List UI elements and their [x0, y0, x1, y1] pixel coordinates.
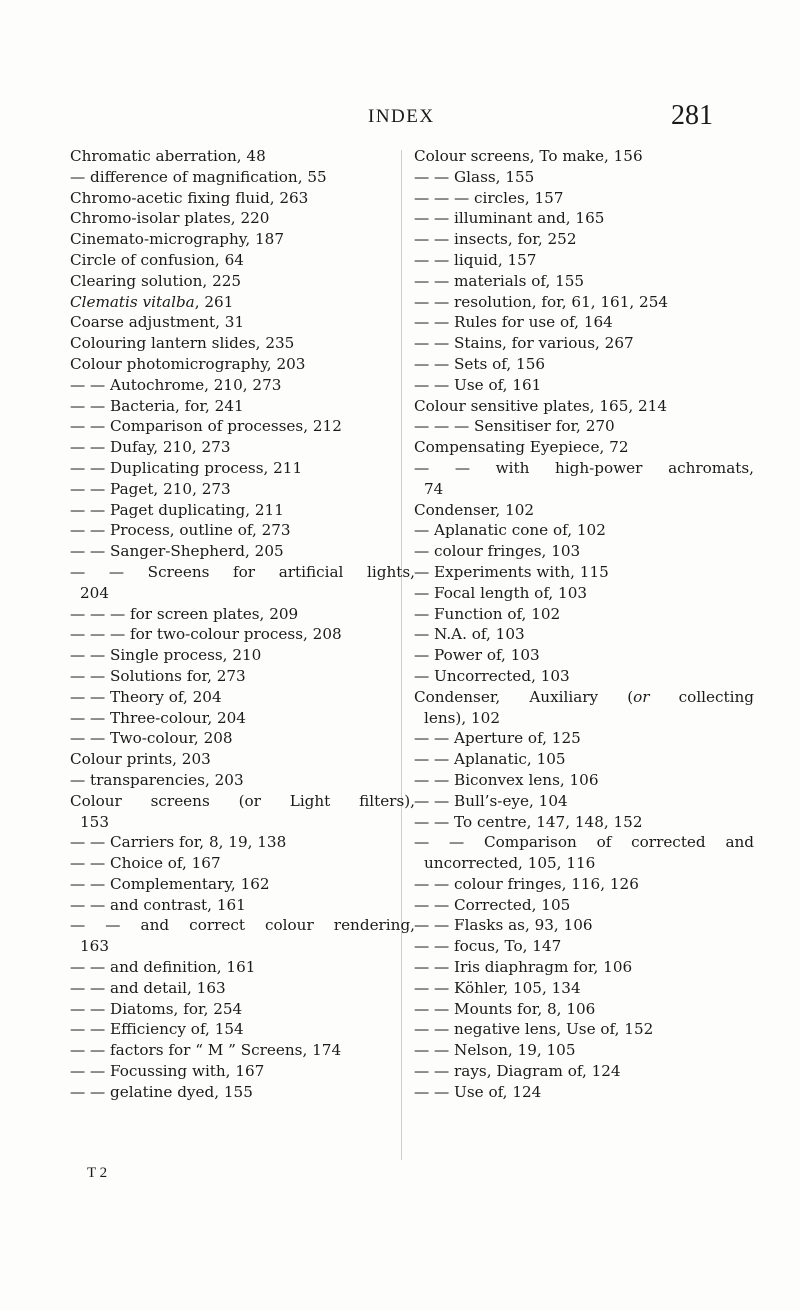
page-header [0, 100, 800, 130]
index-entry: — — Use of, 124 [414, 1082, 542, 1101]
index-entry: — — illuminant and, 165 [414, 209, 605, 228]
index-entry: — — Focussing with, 167 [70, 1062, 265, 1081]
index-entry: — — Diatoms, for, 254 [70, 999, 243, 1018]
index-entry: — — negative lens, Use of, 152 [414, 1020, 654, 1039]
index-entry: — — materials of, 155 [414, 271, 585, 290]
index-entry: — — Sanger-Shepherd, 205 [70, 542, 284, 561]
index-entry: — — gelatine dyed, 155 [70, 1082, 253, 1101]
index-entry: — — resolution, for, 61, 161, 254 [414, 292, 669, 311]
index-entry: — — Mounts for, 8, 106 [414, 999, 596, 1018]
index-entry: 163 [80, 937, 109, 956]
index-entry: — — Dufay, 210, 273 [70, 438, 231, 457]
index-entry: — — — for screen plates, 209 [70, 604, 299, 623]
index-entry: Circle of confusion, 64 [70, 250, 244, 269]
index-entry: Colour prints, 203 [70, 750, 211, 769]
index-entry: — — liquid, 157 [414, 250, 537, 269]
index-entry: — — — for two-colour process, 208 [70, 625, 342, 644]
index-entry: — — Use of, 161 [414, 375, 542, 394]
index-entry: Colour photomicrography, 203 [70, 354, 306, 373]
index-entry: — Uncorrected, 103 [414, 666, 570, 685]
index-entry: — — Comparison of corrected and [414, 833, 754, 852]
index-entry: — — Autochrome, 210, 273 [70, 375, 282, 394]
index-entry: — Focal length of, 103 [414, 583, 588, 602]
index-entry: — — and detail, 163 [70, 978, 226, 997]
index-entry: Coarse adjustment, 31 [70, 313, 245, 332]
index-entry: — — Solutions for, 273 [70, 666, 246, 685]
index-entry: Clearing solution, 225 [70, 271, 242, 290]
index-entry: — — Stains, for various, 267 [414, 334, 634, 353]
index-entry: Chromo-acetic fixing fluid, 263 [70, 188, 309, 207]
index-entry: — — factors for “ M ” Screens, 174 [70, 1041, 342, 1060]
index-entry: 204 [80, 583, 109, 602]
index-entry: Chromatic aberration, 48 [70, 147, 266, 165]
running-title: INDEX [368, 106, 435, 127]
index-entry: — — Paget, 210, 273 [70, 479, 231, 498]
index-entry: — Experiments with, 115 [414, 562, 609, 581]
index-entry: — Aplanatic cone of, 102 [414, 521, 606, 540]
index-entry: — — Rules for use of, 164 [414, 313, 613, 332]
index-entry: lens), 102 [424, 708, 500, 727]
index-entry: — — and definition, 161 [70, 958, 256, 977]
index-entry: — — Bull’s-eye, 104 [414, 791, 568, 810]
index-entry: — — Paget duplicating, 211 [70, 500, 284, 519]
index-entry: 74 [424, 479, 444, 498]
index-entry: — — Aplanatic, 105 [414, 750, 566, 769]
index-entry: Compensating Eyepiece, 72 [414, 438, 629, 457]
index-entry: — — Duplicating process, 211 [70, 458, 303, 477]
index-entry: — — Iris diaphragm for, 106 [414, 958, 633, 977]
index-entry: — — Choice of, 167 [70, 854, 221, 873]
index-entry: — — Nelson, 19, 105 [414, 1041, 576, 1060]
index-entry: — — Theory of, 204 [70, 687, 222, 706]
index-entry: — Function of, 102 [414, 604, 561, 623]
index-entry: Condenser, Auxiliary (or collecting [414, 687, 754, 706]
index-entry: Clematis vitalba, 261 [70, 292, 234, 311]
index-entry: — colour fringes, 103 [414, 542, 581, 561]
index-entry: — — Biconvex lens, 106 [414, 770, 599, 789]
index-entry: — — Comparison of processes, 212 [70, 417, 342, 436]
index-entry: — — Corrected, 105 [414, 895, 571, 914]
index-entry: — — Efficiency of, 154 [70, 1020, 244, 1039]
index-entry: — — Aperture of, 125 [414, 729, 581, 748]
index-entry: — — To centre, 147, 148, 152 [414, 812, 643, 831]
index-entry: — Power of, 103 [414, 646, 540, 665]
index-entry: Colouring lantern slides, 235 [70, 334, 295, 353]
index-entry: — — Flasks as, 93, 106 [414, 916, 593, 935]
index-entry: — — Process, outline of, 273 [70, 521, 291, 540]
index-entry: — — — Sensitiser for, 270 [414, 417, 615, 436]
index-entry: — — Sets of, 156 [414, 354, 546, 373]
index-entry: — — Bacteria, for, 241 [70, 396, 244, 415]
index-entry: — — Single process, 210 [70, 646, 262, 665]
index-entry: — — Glass, 155 [414, 167, 535, 186]
index-entry: uncorrected, 105, 116 [424, 854, 596, 873]
index-column-right [414, 146, 754, 1103]
index-entry: Colour screens (or Light filters), [70, 791, 415, 810]
index-entry: — — with high-power achromats, [414, 458, 754, 477]
page-number: 281 [671, 100, 713, 131]
index-entry: — — and correct colour rendering, [70, 916, 415, 935]
index-entry: Colour screens, To make, 156 [414, 147, 643, 165]
index-entry: — — Two-colour, 208 [70, 729, 233, 748]
index-entry: — — Three-colour, 204 [70, 708, 246, 727]
index-column-left [70, 146, 415, 1103]
index-entry: — — focus, To, 147 [414, 937, 562, 956]
index-entry: Cinemato-micrography, 187 [70, 230, 284, 249]
index-entry: — — Screens for artificial lights, [70, 562, 415, 581]
index-entry: — — and contrast, 161 [70, 895, 246, 914]
index-entry: — — — circles, 157 [414, 188, 564, 207]
index-entry: — — Complementary, 162 [70, 874, 270, 893]
signature-mark: T 2 [87, 1165, 108, 1181]
index-entry: — — Carriers for, 8, 19, 138 [70, 833, 287, 852]
index-entry: — N.A. of, 103 [414, 625, 525, 644]
index-entry: — — insects, for, 252 [414, 230, 577, 249]
index-entry: Condenser, 102 [414, 500, 535, 519]
index-entry: — — colour fringes, 116, 126 [414, 874, 639, 893]
index-entry: — — Köhler, 105, 134 [414, 978, 581, 997]
index-entry: Chromo-isolar plates, 220 [70, 209, 270, 228]
index-entry: — transparencies, 203 [70, 770, 244, 789]
index-entry: — — rays, Diagram of, 124 [414, 1062, 621, 1081]
index-entry: — difference of magnification, 55 [70, 167, 327, 186]
index-entry: Colour sensitive plates, 165, 214 [414, 396, 668, 415]
index-entry: 153 [80, 812, 109, 831]
